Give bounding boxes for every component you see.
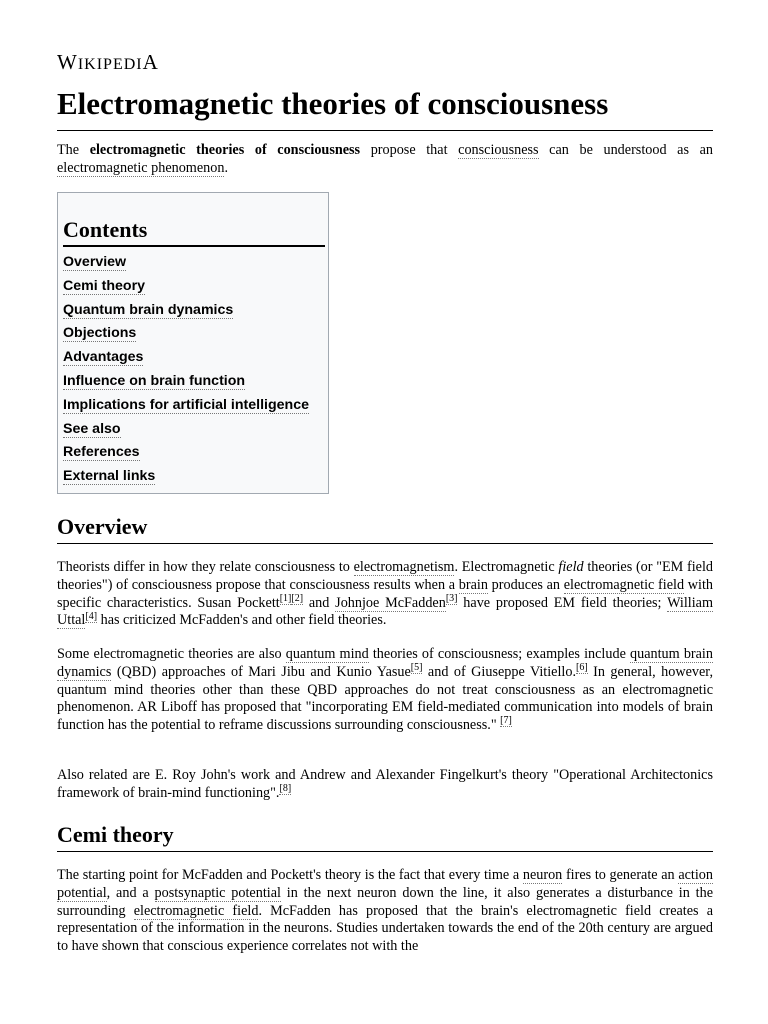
toc-item-implications-for-ai[interactable]: Implications for artificial intelligence [63, 396, 309, 413]
link-electromagnetic-phenomenon[interactable]: electromagnetic phenomenon [57, 159, 225, 176]
toc-item-advantages[interactable]: Advantages [63, 349, 144, 366]
toc-item-influence-on-brain-function[interactable]: Influence on brain function [63, 372, 246, 389]
ref-3[interactable]: [3] [445, 592, 458, 604]
wikipedia-wordmark[interactable]: WIKIPEDIA [57, 50, 159, 74]
toc-heading: Contents [63, 215, 325, 247]
toc-item-external-links[interactable]: External links [63, 468, 156, 485]
section-heading-cemi-theory: Cemi theory [57, 821, 713, 852]
ref-7[interactable]: [7] [500, 715, 512, 727]
link-quantum-mind[interactable]: quantum mind [285, 646, 369, 662]
toc-item-references[interactable]: References [63, 444, 140, 461]
page-title: Electromagnetic theories of consciousness [57, 84, 713, 131]
intro-paragraph: The electromagnetic theories of consciousness propose that consciousness can be understood as an electromagnetic phenomenon. [57, 142, 714, 176]
ref-5[interactable]: [5] [410, 662, 423, 674]
ref-2[interactable]: [2] [291, 592, 304, 604]
ref-6[interactable]: [6] [576, 662, 588, 674]
link-consciousness[interactable]: consciousness [458, 142, 539, 158]
toc-item-quantum-brain-dynamics[interactable]: Quantum brain dynamics [63, 301, 234, 318]
toc-item-cemi-theory[interactable]: Cemi theory [63, 277, 145, 294]
link-william-uttal[interactable]: William Uttal [57, 594, 713, 629]
table-of-contents [57, 192, 329, 494]
link-quantum-brain-dynamics[interactable]: quantum brain dynamics [57, 646, 713, 680]
link-neuron[interactable]: neuron [522, 867, 563, 883]
ref-8[interactable]: [8] [279, 783, 292, 795]
overview-paragraph-1: Theorists differ in how they relate consciousness to electromagnetism. Electromagnetic field theories (or "EM field theories") of consciousness propose that consciousness results when a brain produces an electromagnetic field with specific characteristics. Susan Pockett[1][2] and Johnjoe McFadden[3] have proposed EM field theories; William Uttal[4] has criticized McFadden's and other field theories. [57, 559, 714, 629]
ref-1[interactable]: [1] [279, 592, 292, 604]
cemi-paragraph-1: The starting point for McFadden and Pockett's theory is the fact that every time a neuron fires to generate an action potential, and a postsynaptic potential in the next neuron down the line, it also generates a disturbance in the surrounding electromagnetic field. McFadden has proposed that the brain's electromagnetic field creates a representation of the information in the neurons. Studies undertaken towards the end of the 20th century are argued to have shown that conscious experience correlates not with the [57, 867, 713, 955]
link-brain[interactable]: brain [458, 576, 488, 593]
section-heading-overview: Overview [57, 513, 713, 544]
toc-item-objections[interactable]: Objections [63, 325, 137, 342]
overview-paragraph-3: Also related are E. Roy John's work and Andrew and Alexander Fingelkurt's theory "Operational Architectonics framework of brain-mind functioning".[8] [57, 767, 713, 801]
link-action-potential[interactable]: action potential [57, 867, 713, 901]
link-electromagnetic-field[interactable]: electromagnetic field [563, 576, 685, 593]
overview-paragraph-2: Some electromagnetic theories are also quantum mind theories of consciousness; examples include quantum brain dynamics (QBD) approaches of Mari Jibu and Kunio Yasue[5] and of Giuseppe Vitiello.[6] In general, however, quantum mind theories other than these QBD approaches do not treat consciousness as an electromagnetic phenomenon. AR Liboff has proposed that "incorporating EM field-mediated communication into models of brain function has the potential to reframe discussions surrounding consciousness." [7] [57, 646, 713, 734]
toc-item-overview[interactable]: Overview [63, 254, 127, 270]
link-electromagnetic-field-2[interactable]: electromagnetic field [133, 902, 259, 919]
link-electromagnetism[interactable]: electromagnetism [353, 559, 455, 575]
link-johnjoe-mcfadden[interactable]: Johnjoe McFadden [335, 594, 446, 611]
toc-item-see-also[interactable]: See also [63, 420, 121, 437]
link-postsynaptic-potential[interactable]: postsynaptic potential [154, 884, 281, 901]
ref-4[interactable]: [4] [85, 610, 98, 622]
